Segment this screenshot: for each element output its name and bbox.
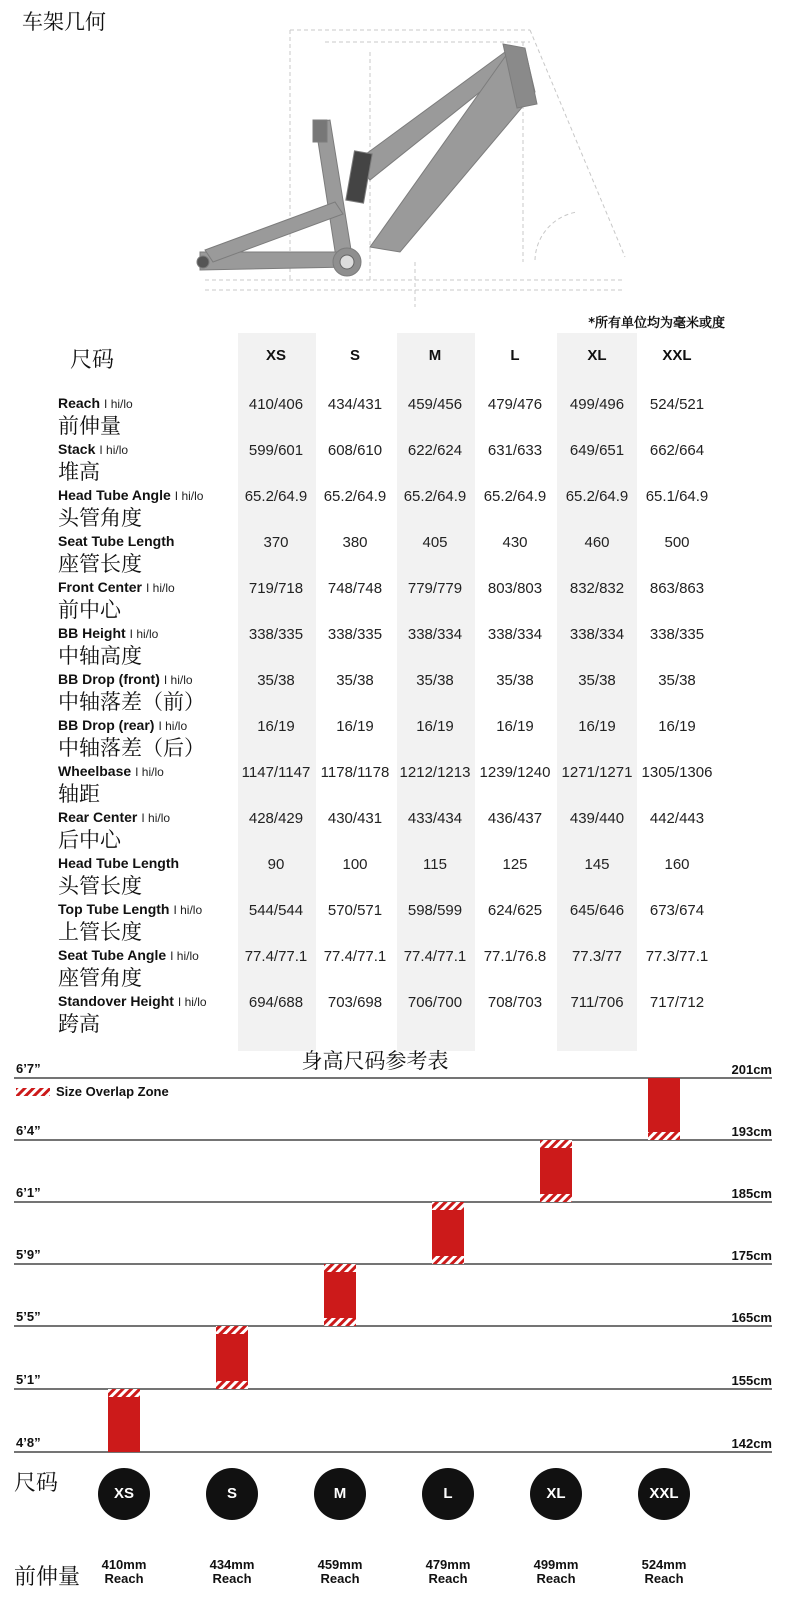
row-label-en-text: Wheelbase: [58, 763, 132, 779]
table-cell: 599/601: [248, 442, 304, 459]
row-label-cn: 前伸量: [58, 414, 121, 438]
row-label-en-text: Seat Tube Length: [58, 533, 175, 549]
table-cell: 370: [263, 534, 289, 551]
table-cell: 35/38: [336, 672, 374, 689]
table-cell: 338/334: [407, 626, 463, 643]
overlap-zone-top: [540, 1140, 572, 1148]
height-bar-l: [432, 1202, 464, 1264]
row-label-en: [58, 763, 164, 779]
row-label-en: [58, 901, 202, 917]
overlap-zone-top: [216, 1326, 248, 1334]
badge-reach-mm: 434mm: [209, 1557, 255, 1572]
table-cell: 748/748: [327, 580, 383, 597]
table-cell: 662/664: [649, 442, 705, 459]
height-imperial-label: 4’8”: [16, 1435, 41, 1450]
size-reach-footer: [0, 1460, 800, 1600]
height-imperial-label: 5’1”: [16, 1372, 41, 1387]
row-label-en-text: Standover Height: [58, 993, 174, 1009]
row-label-en: [58, 855, 179, 871]
units-note: *所有单位均为毫米或度: [588, 316, 725, 331]
table-cell: 1147/1147: [241, 764, 311, 781]
height-cm-label: 165cm: [731, 1310, 772, 1325]
table-cell: 1178/1178: [320, 764, 390, 781]
row-label-en-text: Seat Tube Angle: [58, 947, 167, 963]
row-label-en: [58, 625, 158, 641]
height-imperial-label: 6’7”: [16, 1061, 41, 1076]
overlap-legend-swatch: [16, 1088, 50, 1096]
badge-reach-word: Reach: [320, 1571, 360, 1586]
table-cell: 524/521: [649, 396, 705, 413]
row-label-unit: I hi/lo: [173, 903, 203, 917]
table-cell: 803/803: [487, 580, 543, 597]
row-label-en: [58, 395, 133, 411]
table-cell: 608/610: [327, 442, 383, 459]
table-cell: 711/706: [570, 994, 624, 1011]
table-cell: 500: [664, 534, 690, 551]
table-cell: 706/700: [407, 994, 463, 1011]
row-label-cn: 跨高: [58, 1012, 100, 1036]
overlap-zone-bottom: [648, 1132, 680, 1140]
table-cell: 77.4/77.1: [403, 948, 467, 965]
table-cell: 631/633: [487, 442, 543, 459]
row-label-en: [58, 993, 207, 1009]
table-cell: 863/863: [649, 580, 705, 597]
table-cell: 100: [342, 856, 368, 873]
size-header-l: L: [510, 347, 520, 364]
size-heading: 尺码: [70, 348, 115, 373]
badge-reach-word: Reach: [428, 1571, 468, 1586]
row-label-en-text: Reach: [58, 395, 101, 411]
row-label-unit: I hi/lo: [141, 811, 171, 825]
table-cell: 145: [584, 856, 610, 873]
row-label-cn: 头管角度: [58, 506, 142, 530]
height-size-chart: [0, 1060, 800, 1480]
table-cell: 35/38: [496, 672, 534, 689]
table-cell: 77.3/77.1: [645, 948, 709, 965]
overlap-zone-top: [108, 1389, 140, 1397]
height-bar-xs: [108, 1389, 140, 1452]
badge-reach-word: Reach: [644, 1571, 684, 1586]
table-cell: 719/718: [248, 580, 304, 597]
row-label-cn: 座管长度: [58, 552, 142, 576]
overlap-legend-label: Size Overlap Zone: [56, 1084, 169, 1099]
column-shade-xl: [557, 333, 637, 1051]
row-label-cn: 中轴落差（前）: [58, 690, 205, 714]
table-cell: 35/38: [257, 672, 295, 689]
table-cell: 16/19: [416, 718, 454, 735]
table-cell: 434/431: [327, 396, 383, 413]
table-cell: 65.1/64.9: [645, 488, 709, 505]
row-label-en-text: BB Height: [58, 625, 126, 641]
table-cell: 832/832: [569, 580, 625, 597]
table-cell: 16/19: [578, 718, 616, 735]
table-cell: 1271/1271: [561, 764, 633, 781]
overlap-zone-bottom: [432, 1256, 464, 1264]
size-header-s: S: [349, 347, 360, 364]
height-bar-xl: [540, 1140, 572, 1202]
badge-reach-mm: 499mm: [533, 1557, 579, 1572]
footer-size-label: 尺码: [14, 1471, 59, 1496]
size-badge-s: S: [206, 1468, 258, 1520]
row-label-en: [58, 579, 175, 595]
table-cell: 1305/1306: [641, 764, 713, 781]
badge-reach-word: Reach: [212, 1571, 252, 1586]
badge-reach-mm: 524mm: [641, 1557, 687, 1572]
table-cell: 16/19: [658, 718, 696, 735]
height-chart-title: 身高尺码参考表: [301, 1049, 449, 1073]
table-cell: 673/674: [649, 902, 705, 919]
table-cell: 598/599: [407, 902, 463, 919]
table-cell: 779/779: [407, 580, 463, 597]
table-cell: 77.4/77.1: [244, 948, 308, 965]
table-cell: 703/698: [327, 994, 383, 1011]
footer-reach-label: 前伸量: [14, 1565, 81, 1590]
row-label-unit: I hi/lo: [170, 949, 199, 963]
table-cell: 622/624: [407, 442, 463, 459]
row-label-cn: 堆高: [58, 460, 100, 484]
table-cell: 439/440: [569, 810, 625, 827]
row-label-unit: I hi/lo: [174, 489, 204, 503]
row-label-cn: 前中心: [58, 598, 121, 622]
table-cell: 77.1/76.8: [483, 948, 547, 965]
table-cell: 160: [664, 856, 690, 873]
badge-reach-word: Reach: [536, 1571, 576, 1586]
table-cell: 65.2/64.9: [565, 488, 629, 505]
table-cell: 436/437: [487, 810, 543, 827]
overlap-zone-bottom: [540, 1194, 572, 1202]
row-label-en-text: Top Tube Length: [58, 901, 170, 917]
table-cell: 479/476: [487, 396, 543, 413]
size-badge-xs: XS: [98, 1468, 150, 1520]
table-cell: 645/646: [569, 902, 625, 919]
row-label-cn: 后中心: [58, 828, 121, 852]
table-cell: 16/19: [496, 718, 534, 735]
table-cell: 115: [423, 856, 447, 873]
table-cell: 125: [502, 856, 528, 873]
row-label-en-text: Front Center: [58, 579, 142, 595]
badge-reach-word: Reach: [104, 1571, 144, 1586]
row-label-en: [58, 947, 199, 963]
table-cell: 90: [267, 856, 285, 873]
row-label-cn: 中轴落差（后）: [58, 736, 205, 760]
geometry-table: [0, 333, 800, 1053]
table-cell: 433/434: [407, 810, 463, 827]
bike-frame-illustration: [185, 12, 640, 312]
row-label-unit: I hi/lo: [146, 581, 175, 595]
row-label-en: [58, 717, 187, 733]
size-header-xxl: XXL: [662, 347, 692, 364]
table-cell: 459/456: [407, 396, 463, 413]
table-cell: 544/544: [248, 902, 304, 919]
overlap-zone-top: [432, 1202, 464, 1210]
height-imperial-label: 5’9”: [16, 1247, 41, 1262]
table-cell: 35/38: [658, 672, 696, 689]
table-cell: 410/406: [248, 396, 304, 413]
badge-reach-mm: 479mm: [425, 1557, 471, 1572]
table-cell: 338/334: [569, 626, 625, 643]
table-cell: 649/651: [569, 442, 625, 459]
height-cm-label: 185cm: [731, 1186, 772, 1201]
row-label-en: [58, 487, 203, 503]
badge-reach-mm: 459mm: [317, 1557, 363, 1572]
row-label-en-text: Head Tube Length: [58, 855, 180, 871]
row-label-en-text: BB Drop (front): [58, 671, 160, 687]
row-label-en: [58, 533, 174, 549]
badge-reach-mm: 410mm: [101, 1557, 147, 1572]
table-cell: 16/19: [257, 718, 295, 735]
height-bar-xxl: [648, 1078, 680, 1140]
row-label-unit: I hi/lo: [129, 627, 159, 641]
table-cell: 35/38: [578, 672, 616, 689]
table-cell: 442/443: [649, 810, 705, 827]
table-cell: 380: [342, 534, 368, 551]
row-label-cn: 轴距: [58, 782, 100, 806]
height-imperial-label: 6’4”: [16, 1123, 41, 1138]
table-cell: 694/688: [248, 994, 304, 1011]
height-cm-label: 175cm: [731, 1248, 772, 1263]
table-cell: 1212/1213: [399, 764, 471, 781]
size-header-xs: XS: [265, 347, 286, 364]
table-cell: 708/703: [487, 994, 543, 1011]
table-cell: 65.2/64.9: [244, 488, 308, 505]
size-badge-m: M: [314, 1468, 366, 1520]
height-cm-label: 142cm: [731, 1436, 772, 1451]
column-shade-xs: [238, 333, 316, 1051]
height-bar-m: [324, 1264, 356, 1326]
size-badge-xl: XL: [530, 1468, 582, 1520]
table-cell: 1239/1240: [479, 764, 551, 781]
row-label-cn: 座管角度: [58, 966, 142, 990]
table-cell: 65.2/64.9: [483, 488, 547, 505]
table-cell: 338/335: [649, 626, 705, 643]
row-label-unit: I hi/lo: [99, 443, 129, 457]
table-cell: 430: [502, 534, 528, 551]
height-bar-s: [216, 1326, 248, 1389]
size-badge-l: L: [422, 1468, 474, 1520]
row-label-en: [58, 441, 128, 457]
table-cell: 77.4/77.1: [323, 948, 387, 965]
table-cell: 499/496: [569, 396, 625, 413]
row-label-unit: I hi/lo: [177, 995, 207, 1009]
height-imperial-label: 6’1”: [16, 1185, 41, 1200]
table-cell: 35/38: [416, 672, 454, 689]
row-label-cn: 上管长度: [58, 920, 142, 944]
table-cell: 338/335: [327, 626, 383, 643]
row-label-cn: 中轴高度: [58, 644, 142, 668]
height-cm-label: 201cm: [731, 1062, 772, 1077]
table-cell: 77.3/77: [571, 948, 623, 965]
height-cm-label: 155cm: [731, 1373, 772, 1388]
row-label-en-text: BB Drop (rear): [58, 717, 155, 733]
row-label-unit: I hi/lo: [163, 673, 193, 687]
overlap-zone-top: [324, 1264, 356, 1272]
size-header-xl: XL: [587, 347, 607, 364]
table-cell: 624/625: [487, 902, 543, 919]
table-cell: 16/19: [336, 718, 374, 735]
table-cell: 460: [584, 534, 610, 551]
column-shade-m: [397, 333, 475, 1051]
row-label-unit: I hi/lo: [135, 765, 164, 779]
table-cell: 65.2/64.9: [323, 488, 387, 505]
row-label-en-text: Head Tube Angle: [58, 487, 171, 503]
row-label-en: [58, 809, 170, 825]
table-cell: 405: [422, 534, 448, 551]
size-badge-xxl: XXL: [638, 1468, 690, 1520]
page-title: 车架几何: [22, 10, 106, 34]
table-cell: 428/429: [248, 810, 304, 827]
table-cell: 338/335: [248, 626, 304, 643]
row-label-en-text: Rear Center: [58, 809, 138, 825]
overlap-zone-bottom: [324, 1318, 356, 1326]
height-cm-label: 193cm: [731, 1124, 772, 1139]
table-cell: 717/712: [649, 994, 705, 1011]
row-label-unit: I hi/lo: [104, 397, 133, 411]
row-label-en: [58, 671, 193, 687]
row-label-unit: I hi/lo: [158, 719, 188, 733]
table-cell: 430/431: [327, 810, 383, 827]
table-cell: 570/571: [327, 902, 383, 919]
table-cell: 338/334: [487, 626, 543, 643]
height-imperial-label: 5’5”: [16, 1309, 41, 1324]
size-header-m: M: [428, 347, 442, 364]
row-label-cn: 头管长度: [58, 874, 142, 898]
row-label-en-text: Stack: [58, 441, 96, 457]
overlap-zone-bottom: [216, 1381, 248, 1389]
table-cell: 65.2/64.9: [403, 488, 467, 505]
